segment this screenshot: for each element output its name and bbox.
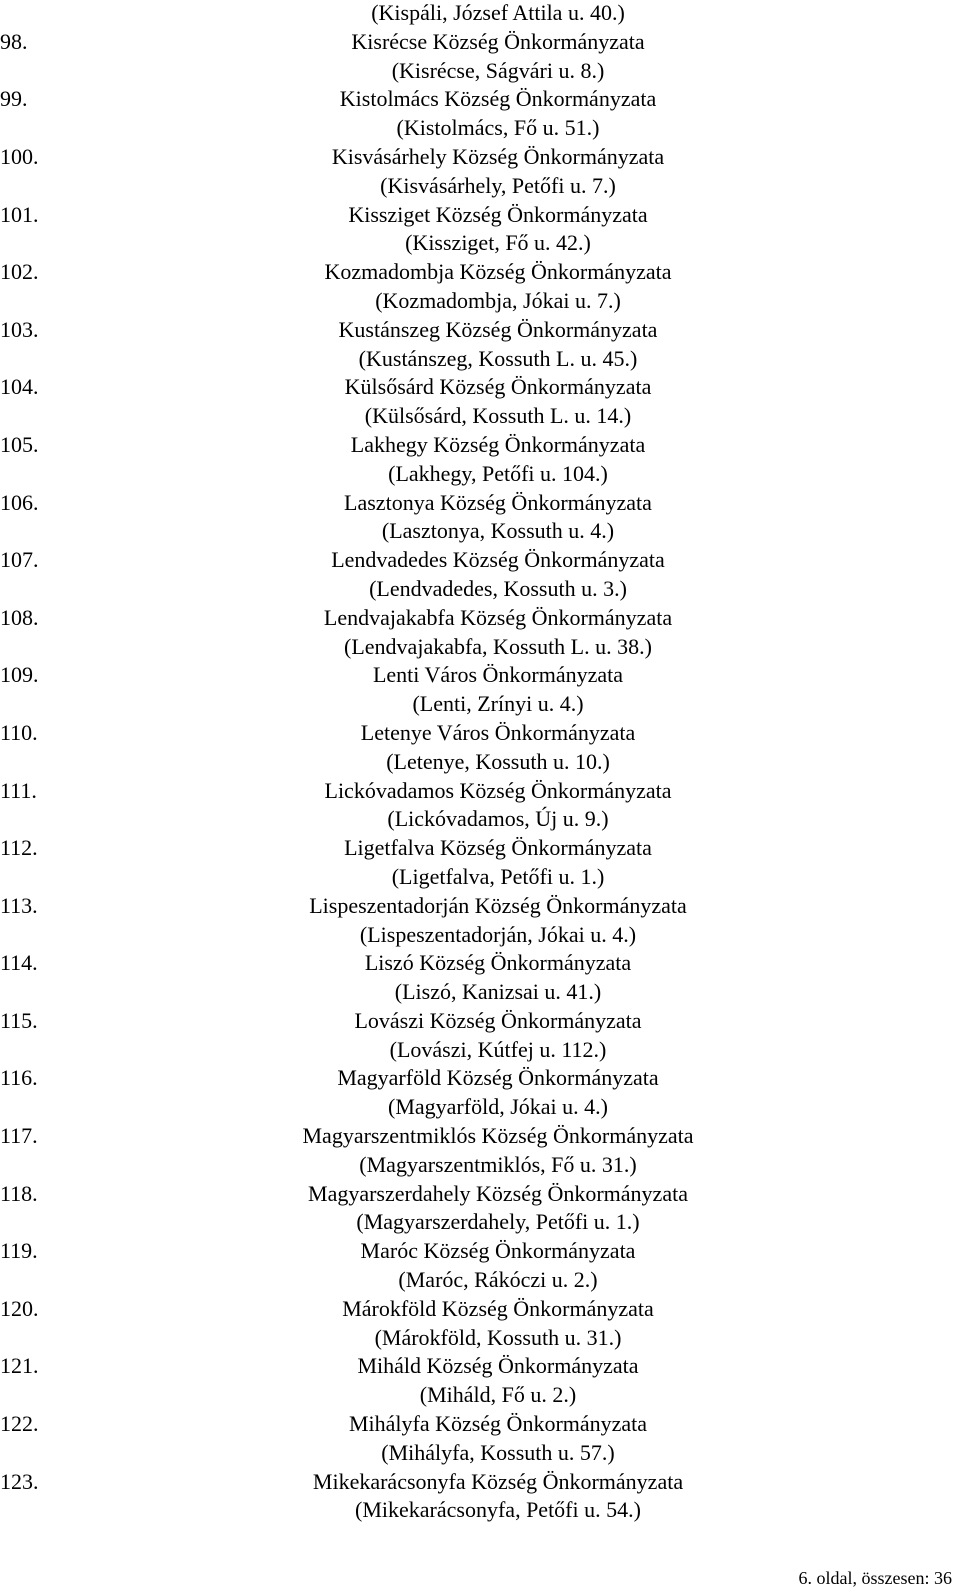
municipality-address: (Lendvadedes, Kossuth u. 3.) xyxy=(369,575,627,601)
leading-address-line xyxy=(0,0,960,28)
municipality-address: (Lendvajakabfa, Kossuth L. u. 38.) xyxy=(344,633,652,659)
municipality-address: (Mihályfa, Kossuth u. 57.) xyxy=(381,1439,615,1465)
municipality-name: Magyarföld Község Önkormányzata xyxy=(337,1065,659,1091)
list-item xyxy=(0,546,960,575)
municipality-address: (Lasztonya, Kossuth u. 4.) xyxy=(381,518,615,544)
municipality-name: Lakhegy Község Önkormányzata xyxy=(350,431,646,457)
municipality-address: (Lickóvadamos, Új u. 9.) xyxy=(387,806,609,832)
address-line xyxy=(0,57,960,86)
municipality-address: (Liszó, Kanizsai u. 41.) xyxy=(394,979,602,1005)
municipality-name: Mihályfa Község Önkormányzata xyxy=(348,1411,648,1437)
address-line xyxy=(0,1036,960,1065)
municipality-address: (Kozmadombja, Jókai u. 7.) xyxy=(375,287,621,313)
list-item xyxy=(0,719,960,748)
list-item xyxy=(0,604,960,633)
address-line xyxy=(0,460,960,489)
address-line xyxy=(0,978,960,1007)
municipality-address: (Lenti, Zrínyi u. 4.) xyxy=(412,691,584,717)
municipality-address: (Maróc, Rákóczi u. 2.) xyxy=(398,1267,598,1293)
list-item xyxy=(0,777,960,806)
entry-number: 119. xyxy=(0,1238,38,1264)
list-item xyxy=(0,892,960,921)
municipality-name: Kistolmács Község Önkormányzata xyxy=(339,86,657,112)
municipality-address: (Lovászi, Kútfej u. 112.) xyxy=(389,1036,607,1062)
list-item xyxy=(0,1007,960,1036)
address-line xyxy=(0,1208,960,1237)
municipality-name: Lickóvadamos Község Önkormányzata xyxy=(324,777,672,803)
address-line xyxy=(0,345,960,374)
entry-number: 104. xyxy=(0,374,39,400)
list-item xyxy=(0,431,960,460)
municipality-name: Liszó Község Önkormányzata xyxy=(364,950,632,976)
list-item xyxy=(0,661,960,690)
municipality-name: Maróc Község Önkormányzata xyxy=(360,1238,636,1264)
municipality-address: (Magyarszentmiklós, Fő u. 31.) xyxy=(359,1151,637,1177)
municipality-name: Lendvajakabfa Község Önkormányzata xyxy=(323,604,673,630)
address-line xyxy=(0,1381,960,1410)
entry-number: 110. xyxy=(0,719,38,745)
municipality-name: Mikekarácsonyfa Község Önkormányzata xyxy=(312,1468,684,1494)
entry-number: 98. xyxy=(0,28,28,54)
entry-number: 101. xyxy=(0,201,39,227)
leading-address: (Kispáli, József Attila u. 40.) xyxy=(371,0,625,25)
municipality-address: (Kissziget, Fő u. 42.) xyxy=(405,230,591,256)
list-item xyxy=(0,949,960,978)
address-line xyxy=(0,172,960,201)
municipality-address: (Lakhegy, Petőfi u. 104.) xyxy=(388,460,608,486)
entry-number: 115. xyxy=(0,1007,38,1033)
address-line xyxy=(0,114,960,143)
list-item xyxy=(0,1237,960,1266)
entry-number: 112. xyxy=(0,835,38,861)
entry-number: 106. xyxy=(0,489,39,515)
entry-number: 122. xyxy=(0,1411,39,1437)
address-line xyxy=(0,1496,960,1525)
address-line xyxy=(0,229,960,258)
entry-number: 100. xyxy=(0,143,39,169)
list-item xyxy=(0,1180,960,1209)
address-line xyxy=(0,921,960,950)
municipality-address: (Ligetfalva, Petőfi u. 1.) xyxy=(391,863,605,889)
address-line xyxy=(0,575,960,604)
list-item xyxy=(0,143,960,172)
entry-number: 107. xyxy=(0,547,39,573)
municipality-name: Külsősárd Község Önkormányzata xyxy=(344,374,652,400)
municipality-name: Lasztonya Község Önkormányzata xyxy=(344,489,652,515)
entry-number: 109. xyxy=(0,662,39,688)
address-line xyxy=(0,863,960,892)
municipality-name: Kisrécse Község Önkormányzata xyxy=(351,28,645,54)
municipality-address: (Kisvásárhely, Petőfi u. 7.) xyxy=(380,172,616,198)
municipality-address: (Magyarszerdahely, Petőfi u. 1.) xyxy=(356,1209,640,1235)
page-footer: 6. oldal, összesen: 36 xyxy=(798,1568,952,1588)
list-item xyxy=(0,28,960,57)
municipality-name: Magyarszerdahely Község Önkormányzata xyxy=(308,1180,688,1206)
list-item xyxy=(0,373,960,402)
municipality-name: Kustánszeg Község Önkormányzata xyxy=(338,316,658,342)
municipality-address: (Magyarföld, Jókai u. 4.) xyxy=(388,1094,608,1120)
municipality-address: (Külsősárd, Kossuth L. u. 14.) xyxy=(364,403,632,429)
municipality-address: (Kistolmács, Fő u. 51.) xyxy=(396,115,600,141)
municipality-name: Márokföld Község Önkormányzata xyxy=(342,1295,654,1321)
municipality-address: (Letenye, Kossuth u. 10.) xyxy=(386,748,610,774)
entry-number: 113. xyxy=(0,892,38,918)
list-item xyxy=(0,1352,960,1381)
entry-number: 111. xyxy=(0,777,37,803)
municipality-name: Lovászi Község Önkormányzata xyxy=(354,1007,642,1033)
list-item xyxy=(0,258,960,287)
address-line xyxy=(0,287,960,316)
address-line xyxy=(0,805,960,834)
municipality-name: Kissziget Község Önkormányzata xyxy=(348,201,648,227)
address-line xyxy=(0,1324,960,1353)
entry-number: 103. xyxy=(0,316,39,342)
municipality-name: Letenye Város Önkormányzata xyxy=(360,719,636,745)
municipality-address: (Miháld, Fő u. 2.) xyxy=(419,1382,577,1408)
entry-number: 102. xyxy=(0,259,39,285)
municipality-address: (Kustánszeg, Kossuth L. u. 45.) xyxy=(358,345,638,371)
list-item xyxy=(0,1064,960,1093)
address-line xyxy=(0,1266,960,1295)
municipality-name: Magyarszentmiklós Község Önkormányzata xyxy=(302,1123,694,1149)
list-item xyxy=(0,85,960,114)
municipality-name: Lispeszentadorján Község Önkormányzata xyxy=(309,892,687,918)
address-line xyxy=(0,1439,960,1468)
entry-number: 105. xyxy=(0,431,39,457)
municipality-name: Kisvásárhely Község Önkormányzata xyxy=(331,143,665,169)
list-item xyxy=(0,201,960,230)
entry-number: 121. xyxy=(0,1353,39,1379)
municipality-name: Ligetfalva Község Önkormányzata xyxy=(344,835,652,861)
list-item xyxy=(0,1468,960,1497)
municipality-name: Lenti Város Önkormányzata xyxy=(372,662,624,688)
entry-number: 120. xyxy=(0,1295,39,1321)
address-line xyxy=(0,1093,960,1122)
municipality-address: (Márokföld, Kossuth u. 31.) xyxy=(374,1324,622,1350)
entry-number: 108. xyxy=(0,604,39,630)
municipality-address: (Kisrécse, Ságvári u. 8.) xyxy=(391,57,605,83)
municipality-name: Lendvadedes Község Önkormányzata xyxy=(331,547,665,573)
address-line xyxy=(0,402,960,431)
address-line xyxy=(0,517,960,546)
entry-number: 118. xyxy=(0,1180,38,1206)
list-item xyxy=(0,1122,960,1151)
address-line xyxy=(0,748,960,777)
list-item xyxy=(0,1410,960,1439)
entry-number: 117. xyxy=(0,1123,38,1149)
municipality-address: (Mikekarácsonyfa, Petőfi u. 54.) xyxy=(355,1497,641,1523)
list-item xyxy=(0,489,960,518)
list-item xyxy=(0,834,960,863)
list-item xyxy=(0,1295,960,1324)
address-line xyxy=(0,690,960,719)
address-line xyxy=(0,633,960,662)
municipality-name: Kozmadombja Község Önkormányzata xyxy=(324,259,672,285)
entry-number: 99. xyxy=(0,86,28,112)
entry-number: 123. xyxy=(0,1468,39,1494)
municipality-address: (Lispeszentadorján, Jókai u. 4.) xyxy=(359,921,637,947)
municipality-name: Miháld Község Önkormányzata xyxy=(357,1353,639,1379)
entry-number: 114. xyxy=(0,950,38,976)
list-item xyxy=(0,316,960,345)
entry-number: 116. xyxy=(0,1065,38,1091)
address-line xyxy=(0,1151,960,1180)
